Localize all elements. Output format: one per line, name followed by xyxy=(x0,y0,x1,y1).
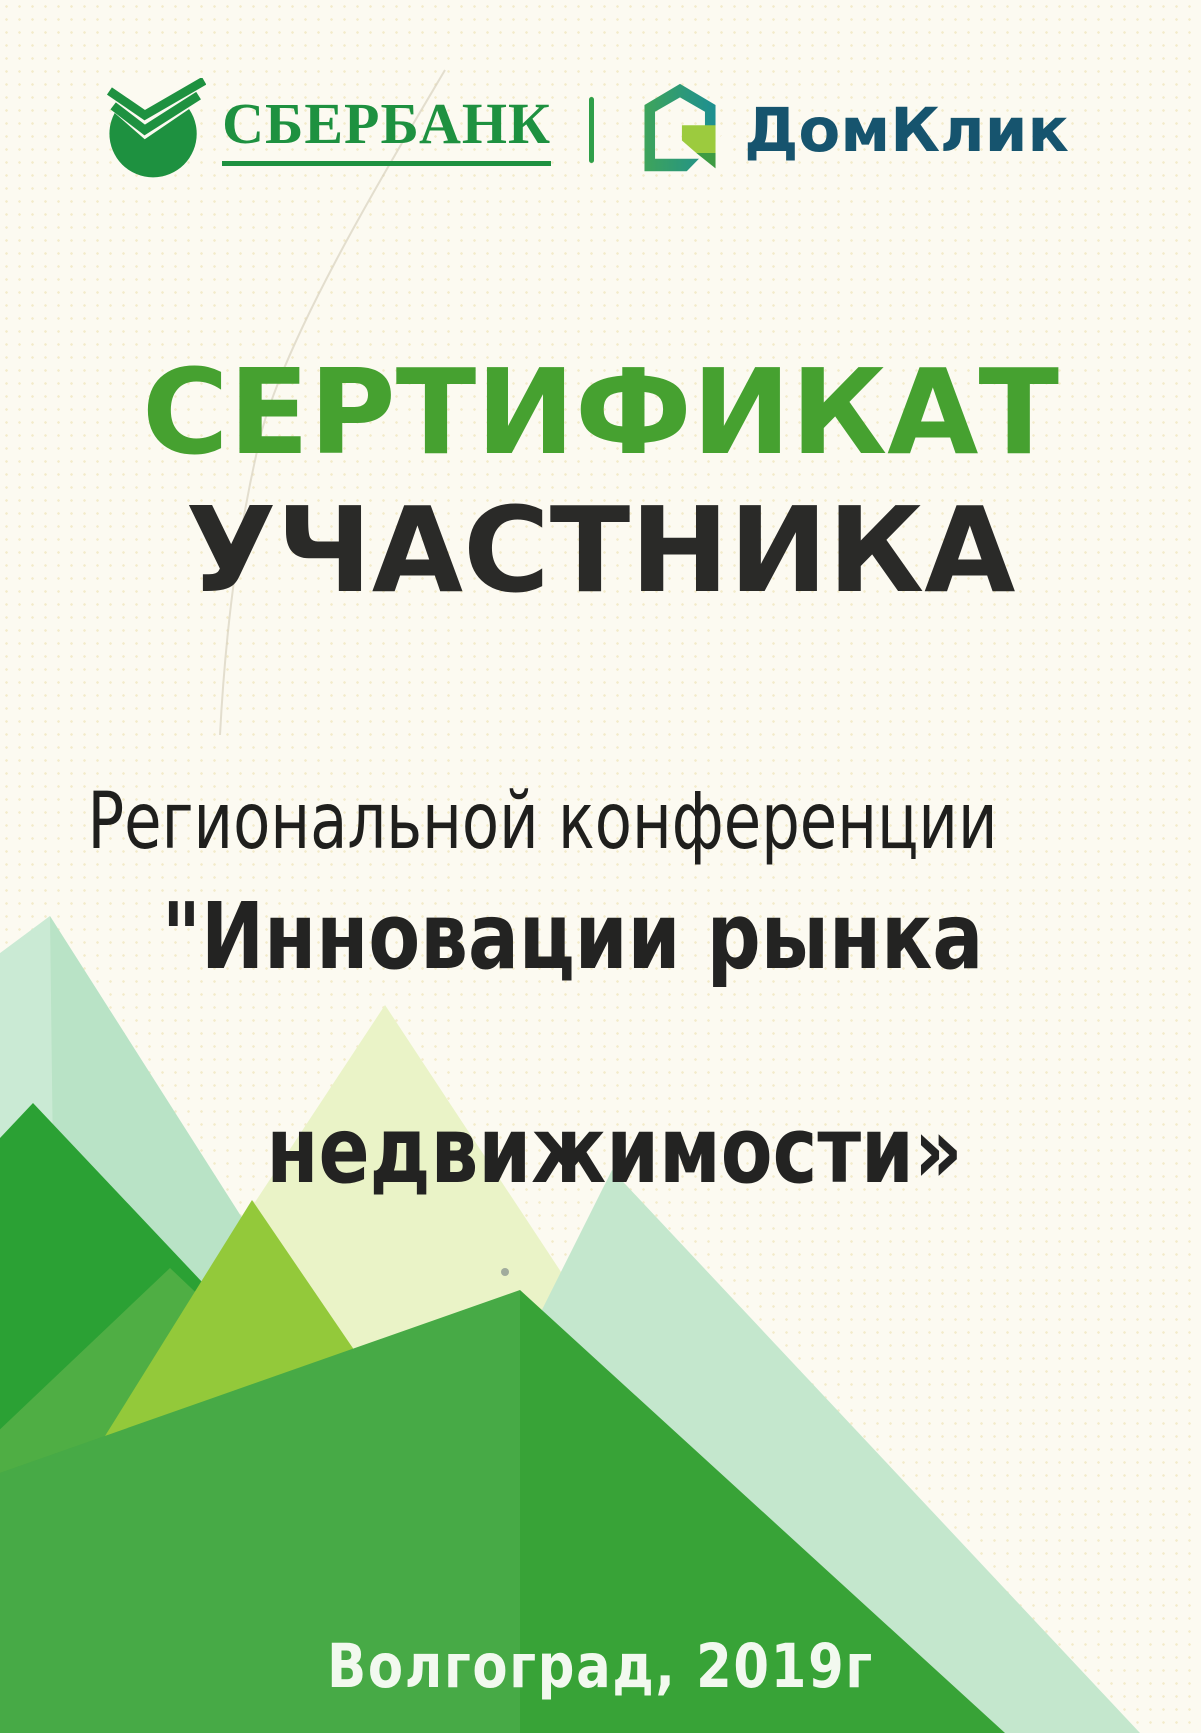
sberbank-chevron-circle-icon xyxy=(102,78,206,182)
conference-name-line1: "Инновации рынка xyxy=(161,883,984,990)
scan-speck xyxy=(501,1268,509,1276)
domclick-house-icon xyxy=(632,82,728,178)
domclick-logo xyxy=(632,82,1069,178)
domclick-wordmark: ДомКлик xyxy=(744,94,1069,166)
logo-divider xyxy=(589,97,594,163)
conference-name-line2: недвижимости» xyxy=(266,1097,963,1204)
certificate-title: СЕРТИФИКАТ xyxy=(142,343,1059,481)
conference-type-line: Региональной конференции xyxy=(87,777,998,867)
city-year-line: Волгоград, 2019г xyxy=(327,1631,874,1702)
sberbank-wordmark: СБЕРБАНК xyxy=(222,95,551,166)
certificate-subtitle-participant: УЧАСТНИКА xyxy=(185,481,1016,619)
header-logos xyxy=(0,78,1171,182)
sberbank-logo xyxy=(102,78,551,182)
